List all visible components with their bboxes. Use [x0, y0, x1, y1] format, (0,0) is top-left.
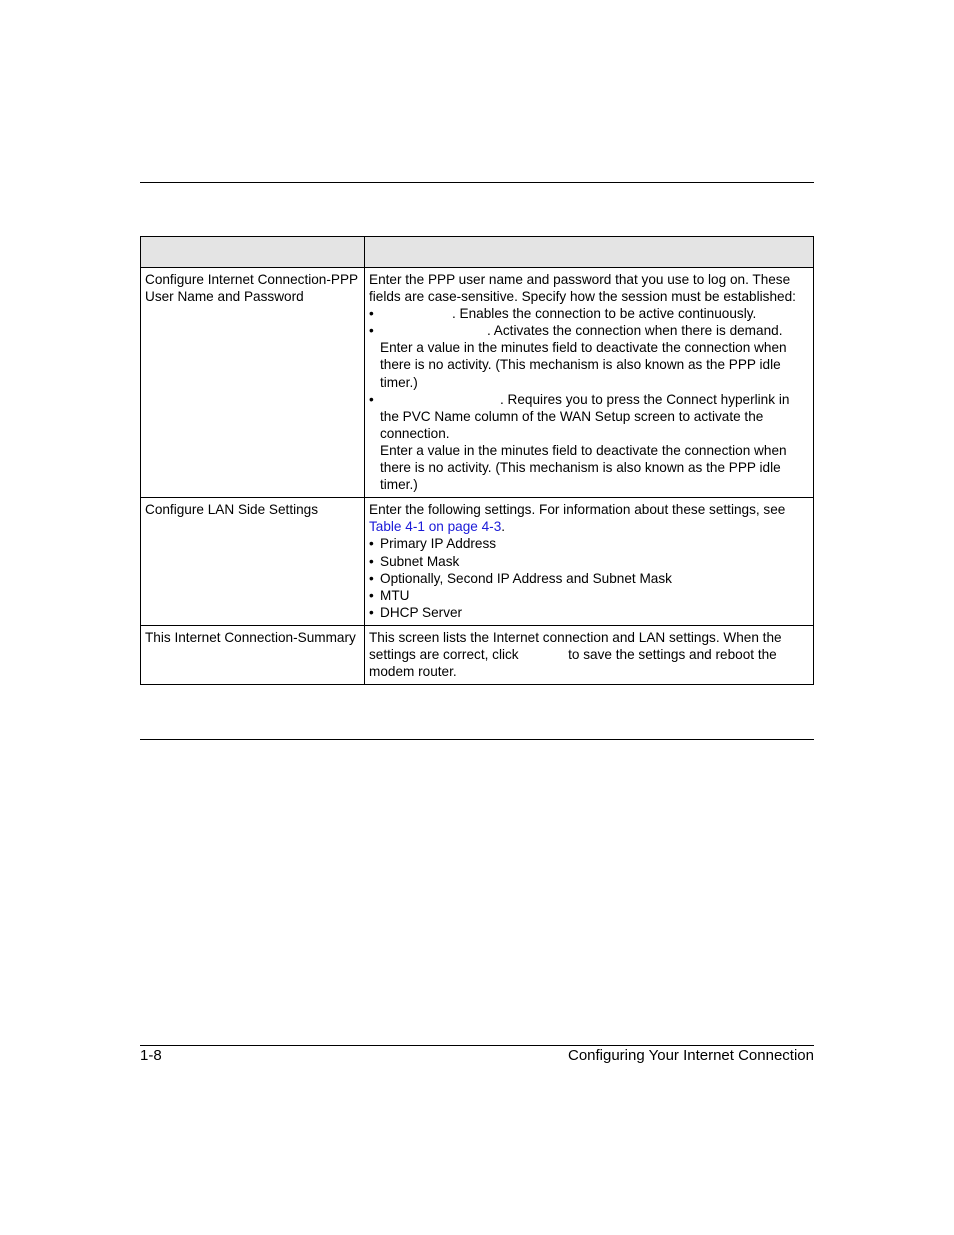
footer-rule [140, 1045, 814, 1046]
description-text: This screen lists the Internet connection and LAN settings. When the settings are correct, click [369, 629, 782, 662]
bullet-icon: • [369, 604, 374, 620]
row-description [365, 625, 814, 684]
bullet-icon: • [369, 553, 374, 569]
bullet-icon: • [369, 306, 374, 322]
chapter-title: Configuring Your Internet Connection [567, 1047, 814, 1064]
bullet-text: . Requires you to press the Connect hyperlink in the PVC Name column of the WAN Setup screen to activate the connection. [380, 391, 790, 441]
bullet-text: Primary IP Address [380, 536, 497, 552]
description-intro [369, 501, 809, 535]
table-header-cell [365, 237, 814, 268]
bullet-text: Subnet Mask [380, 553, 460, 569]
bullet-icon: • [369, 391, 374, 407]
bullet-text: MTU [380, 587, 410, 603]
row-label: Configure LAN Side Settings [141, 498, 365, 626]
top-rule [140, 182, 814, 183]
table-row [141, 625, 814, 684]
table-header-cell [141, 237, 365, 268]
bottom-rule [140, 739, 814, 740]
page-number: 1-8 [140, 1047, 162, 1064]
table-link[interactable]: Table 4-1 on page 4-3 [369, 519, 502, 535]
list-item [369, 391, 809, 442]
bullet-text: DHCP Server [380, 604, 463, 620]
list-item [369, 535, 809, 552]
table-row [141, 498, 814, 626]
link-suffix: . [501, 519, 506, 535]
row-description [365, 268, 814, 498]
list-item [369, 305, 809, 322]
row-description [365, 498, 814, 626]
list-item [369, 587, 809, 604]
description-text: to save the settings and reboot the modem router. [369, 646, 777, 680]
bullet-detail: Enter a value in the minutes field to deactivate the connection when there is no activity. (This mechanism is also known as the PPP idle timer.) [380, 340, 787, 390]
list-item [369, 570, 809, 587]
bullet-text: Optionally, Second IP Address and Subnet Mask [380, 570, 672, 586]
row-label: This Internet Connection-Summary [141, 625, 365, 684]
description-intro: Enter the PPP user name and password that you use to log on. These fields are case-sensitive. Specify how the session must be established: [369, 272, 796, 305]
bullet-text: . Enables the connection to be active continuously. [452, 306, 757, 322]
bullet-detail: Enter a value in the minutes field to deactivate the connection when there is no activity. (This mechanism is also known as the PPP idle timer.) [380, 442, 787, 493]
row-label: Configure Internet Connection-PPP User Name and Password [141, 268, 365, 498]
bullet-text: . Activates the connection when there is demand. [487, 323, 783, 339]
table-row [141, 268, 814, 498]
list-item [369, 604, 809, 621]
bullet-icon: • [369, 323, 374, 339]
intro-text: Enter the following settings. For information about these settings, see [369, 502, 786, 518]
bullet-icon: • [369, 587, 374, 603]
list-item [369, 322, 809, 339]
settings-table [140, 236, 814, 685]
bullet-icon: • [369, 570, 374, 586]
bullet-icon: • [369, 536, 374, 552]
list-item [369, 553, 809, 570]
table-header-row [141, 237, 814, 268]
